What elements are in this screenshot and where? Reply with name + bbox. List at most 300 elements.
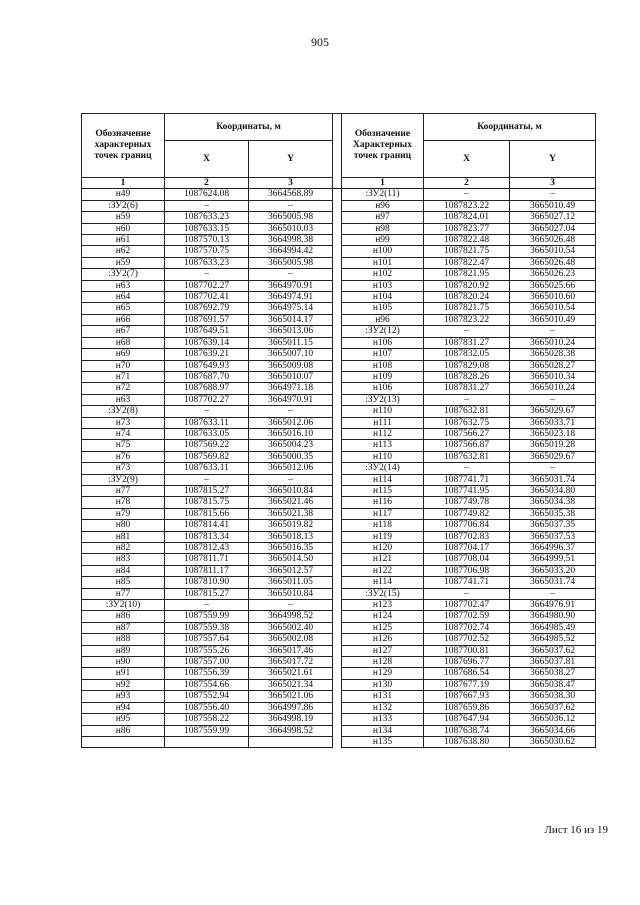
coord-x: 1087647.94 bbox=[424, 714, 510, 725]
coord-x: 1087815.66 bbox=[165, 508, 249, 519]
coord-x: 1087667.93 bbox=[424, 691, 510, 702]
coord-x: 1087624.08 bbox=[165, 189, 249, 200]
point-designation: н135 bbox=[342, 736, 424, 747]
coord-y: 3665030.62 bbox=[510, 736, 596, 747]
point-designation: н102 bbox=[342, 269, 424, 280]
point-designation: н114 bbox=[342, 474, 424, 485]
coord-y: 3665033.71 bbox=[510, 417, 596, 428]
coord-x: 1087649.51 bbox=[165, 326, 249, 337]
point-designation: н99 bbox=[342, 235, 424, 246]
coord-y: 3665013.06 bbox=[249, 326, 333, 337]
coord-y: 3664996.37 bbox=[510, 543, 596, 554]
coord-x: 1087821.75 bbox=[424, 246, 510, 257]
point-designation: н93 bbox=[82, 691, 165, 702]
header-y-right: Y bbox=[510, 141, 596, 178]
point-designation: н133 bbox=[342, 714, 424, 725]
point-designation: н79 bbox=[82, 508, 165, 519]
coord-x: 1087638.74 bbox=[424, 725, 510, 736]
coord-x: 1087821.75 bbox=[424, 303, 510, 314]
table-row bbox=[82, 269, 596, 280]
column-separator bbox=[333, 303, 342, 314]
point-designation: :ЗУ2(7) bbox=[82, 269, 165, 280]
column-separator bbox=[333, 622, 342, 633]
point-designation: :ЗУ2(11) bbox=[342, 189, 424, 200]
coord-y: 3665010.34 bbox=[510, 371, 596, 382]
coord-x: 1087749.78 bbox=[424, 497, 510, 508]
page-number: 905 bbox=[311, 35, 329, 49]
coord-y: 3664985.49 bbox=[510, 622, 596, 633]
table-row bbox=[82, 440, 596, 451]
coord-y: 3665034.38 bbox=[510, 497, 596, 508]
coord-y: 3664998.38 bbox=[249, 235, 333, 246]
table-row bbox=[82, 485, 596, 496]
column-separator bbox=[333, 406, 342, 417]
point-designation: н107 bbox=[342, 349, 424, 360]
coord-x: 1087749.82 bbox=[424, 508, 510, 519]
table-row bbox=[82, 246, 596, 257]
table-row bbox=[82, 725, 596, 736]
coord-y: – bbox=[510, 588, 596, 599]
column-separator bbox=[333, 269, 342, 280]
point-designation: н80 bbox=[82, 520, 165, 531]
coord-y bbox=[249, 736, 333, 747]
point-designation: н63 bbox=[82, 280, 165, 291]
coord-y: 3665010.60 bbox=[510, 292, 596, 303]
table-row bbox=[82, 657, 596, 668]
table-row bbox=[82, 714, 596, 725]
coord-x: 1087823.22 bbox=[424, 200, 510, 211]
coord-x: 1087820.24 bbox=[424, 292, 510, 303]
point-designation: н64 bbox=[82, 292, 165, 303]
table-body bbox=[82, 189, 596, 748]
point-designation: н73 bbox=[82, 463, 165, 474]
table-row bbox=[82, 349, 596, 360]
point-designation: н78 bbox=[82, 497, 165, 508]
coord-y: 3664568.89 bbox=[249, 189, 333, 200]
coord-y: 3665011.05 bbox=[249, 577, 333, 588]
coord-y: 3665033.20 bbox=[510, 565, 596, 576]
coord-x: 1087815.75 bbox=[165, 497, 249, 508]
coord-y: 3664998.52 bbox=[249, 611, 333, 622]
coordinates-table bbox=[81, 113, 596, 748]
coord-y: 3665009.08 bbox=[249, 360, 333, 371]
coord-y: 3665010.84 bbox=[249, 485, 333, 496]
table-row bbox=[82, 668, 596, 679]
table-row bbox=[82, 691, 596, 702]
point-designation: н123 bbox=[342, 600, 424, 611]
coord-x: 1087569.82 bbox=[165, 451, 249, 462]
coord-y: 3665012.06 bbox=[249, 463, 333, 474]
point-designation: н88 bbox=[82, 634, 165, 645]
column-separator bbox=[333, 451, 342, 462]
point-designation: :ЗУ2(8) bbox=[82, 406, 165, 417]
table-row bbox=[82, 371, 596, 382]
coord-y: 3665017.46 bbox=[249, 645, 333, 656]
column-separator bbox=[333, 246, 342, 257]
coord-x: 1087700.81 bbox=[424, 645, 510, 656]
point-designation: н68 bbox=[82, 337, 165, 348]
coord-y: 3664999.51 bbox=[510, 554, 596, 565]
point-designation: н101 bbox=[342, 257, 424, 268]
coord-x: – bbox=[165, 200, 249, 211]
coord-y: 3665011.15 bbox=[249, 337, 333, 348]
column-number: 1 bbox=[82, 178, 165, 189]
column-separator bbox=[333, 657, 342, 668]
coord-x: 1087811.71 bbox=[165, 554, 249, 565]
coord-y: 3664970.91 bbox=[249, 280, 333, 291]
coord-x: 1087813.34 bbox=[165, 531, 249, 542]
column-separator bbox=[333, 520, 342, 531]
coord-y: 3665023.18 bbox=[510, 428, 596, 439]
table-row bbox=[82, 622, 596, 633]
column-separator bbox=[333, 463, 342, 474]
coord-x: 1087556.40 bbox=[165, 702, 249, 713]
point-designation: н82 bbox=[82, 543, 165, 554]
coord-x: 1087702.74 bbox=[424, 622, 510, 633]
column-separator bbox=[333, 292, 342, 303]
point-designation: н124 bbox=[342, 611, 424, 622]
table-row bbox=[82, 463, 596, 474]
coord-x: 1087569.22 bbox=[165, 440, 249, 451]
point-designation: н86 bbox=[82, 725, 165, 736]
coord-y: 3665029.67 bbox=[510, 451, 596, 462]
point-designation: н113 bbox=[342, 440, 424, 451]
coord-x: 1087639.21 bbox=[165, 349, 249, 360]
coord-y: 3665019.82 bbox=[249, 520, 333, 531]
point-designation: н100 bbox=[342, 246, 424, 257]
coord-x: 1087633.05 bbox=[165, 428, 249, 439]
table-row bbox=[82, 394, 596, 405]
table-row bbox=[82, 702, 596, 713]
table-row bbox=[82, 634, 596, 645]
coord-x: 1087708.04 bbox=[424, 554, 510, 565]
point-designation: н60 bbox=[82, 223, 165, 234]
column-separator bbox=[333, 565, 342, 576]
coord-y: 3664998.52 bbox=[249, 725, 333, 736]
column-separator bbox=[333, 428, 342, 439]
point-designation: :ЗУ2(14) bbox=[342, 463, 424, 474]
header-designation-right: Обозначение Характерных точек границ bbox=[342, 114, 424, 178]
coord-x: 1087633.23 bbox=[165, 212, 249, 223]
coord-x: 1087828.26 bbox=[424, 371, 510, 382]
coord-y: 3664970.91 bbox=[249, 394, 333, 405]
coord-x: 1087702.47 bbox=[424, 600, 510, 611]
point-designation: н67 bbox=[82, 326, 165, 337]
point-designation: н120 bbox=[342, 543, 424, 554]
point-designation: :ЗУ2(9) bbox=[82, 474, 165, 485]
point-designation: н116 bbox=[342, 497, 424, 508]
coord-y: 3665021.61 bbox=[249, 668, 333, 679]
column-separator bbox=[333, 588, 342, 599]
coord-y: 3664998.19 bbox=[249, 714, 333, 725]
point-designation: н72 bbox=[82, 383, 165, 394]
coord-x: 1087559.99 bbox=[165, 611, 249, 622]
point-designation: н85 bbox=[82, 577, 165, 588]
point-designation: н114 bbox=[342, 577, 424, 588]
column-separator bbox=[333, 337, 342, 348]
coord-x: 1087702.52 bbox=[424, 634, 510, 645]
coord-y: 3665026.23 bbox=[510, 269, 596, 280]
column-separator bbox=[333, 114, 342, 189]
coord-x: 1087691.57 bbox=[165, 314, 249, 325]
column-separator bbox=[333, 611, 342, 622]
point-designation: н130 bbox=[342, 679, 424, 690]
column-number: 1 bbox=[342, 178, 424, 189]
point-designation: н89 bbox=[82, 645, 165, 656]
coord-x: 1087555.26 bbox=[165, 645, 249, 656]
table-row bbox=[82, 200, 596, 211]
point-designation: н98 bbox=[342, 223, 424, 234]
coord-y: 3665037.35 bbox=[510, 520, 596, 531]
column-separator bbox=[333, 371, 342, 382]
coord-y: 3665036.12 bbox=[510, 714, 596, 725]
coord-x: 1087823.77 bbox=[424, 223, 510, 234]
coord-y: 3665012.06 bbox=[249, 417, 333, 428]
coord-x: – bbox=[424, 588, 510, 599]
point-designation: :ЗУ2(12) bbox=[342, 326, 424, 337]
coord-x: 1087702.27 bbox=[165, 280, 249, 291]
coord-y: 3665010.24 bbox=[510, 383, 596, 394]
coord-y: – bbox=[510, 326, 596, 337]
table-row bbox=[82, 474, 596, 485]
coord-x: 1087632.75 bbox=[424, 417, 510, 428]
coord-y: 3665031.74 bbox=[510, 577, 596, 588]
column-separator bbox=[333, 417, 342, 428]
coord-x: 1087552.94 bbox=[165, 691, 249, 702]
coord-y: 3665037.81 bbox=[510, 657, 596, 668]
table-row bbox=[82, 257, 596, 268]
column-separator bbox=[333, 360, 342, 371]
point-designation: н118 bbox=[342, 520, 424, 531]
table-row bbox=[82, 406, 596, 417]
column-separator bbox=[333, 531, 342, 542]
point-designation: н119 bbox=[342, 531, 424, 542]
coord-x: 1087570.75 bbox=[165, 246, 249, 257]
point-designation: н66 bbox=[82, 314, 165, 325]
coord-x: – bbox=[424, 189, 510, 200]
coord-y: 3665014.50 bbox=[249, 554, 333, 565]
coord-y: 3665038.27 bbox=[510, 668, 596, 679]
point-designation: н59 bbox=[82, 212, 165, 223]
table-row bbox=[82, 520, 596, 531]
coord-x: 1087702.83 bbox=[424, 531, 510, 542]
point-designation: н115 bbox=[342, 485, 424, 496]
coord-x: 1087820.92 bbox=[424, 280, 510, 291]
column-separator bbox=[333, 714, 342, 725]
point-designation: н121 bbox=[342, 554, 424, 565]
point-designation: н49 bbox=[82, 189, 165, 200]
header-x-left: X bbox=[165, 141, 249, 178]
point-designation: н91 bbox=[82, 668, 165, 679]
coord-x: 1087554.66 bbox=[165, 679, 249, 690]
point-designation: н109 bbox=[342, 371, 424, 382]
table-row bbox=[82, 360, 596, 371]
coord-y: – bbox=[510, 394, 596, 405]
coord-x: 1087632.81 bbox=[424, 406, 510, 417]
coord-x: 1087812.43 bbox=[165, 543, 249, 554]
header-coordinates-left: Координаты, м bbox=[165, 114, 333, 141]
coord-x: – bbox=[424, 326, 510, 337]
coord-x: 1087633.11 bbox=[165, 417, 249, 428]
table-row bbox=[82, 326, 596, 337]
point-designation: н95 bbox=[82, 714, 165, 725]
table-row bbox=[82, 189, 596, 200]
coord-y: 3665037.62 bbox=[510, 702, 596, 713]
coord-x: 1087687.70 bbox=[165, 371, 249, 382]
coord-y: 3664975.14 bbox=[249, 303, 333, 314]
table-row bbox=[82, 428, 596, 439]
point-designation: н97 bbox=[342, 212, 424, 223]
coord-x: 1087557.00 bbox=[165, 657, 249, 668]
table-row bbox=[82, 508, 596, 519]
coord-y: 3664994.42 bbox=[249, 246, 333, 257]
coord-x: 1087557.64 bbox=[165, 634, 249, 645]
coord-x: 1087677.19 bbox=[424, 679, 510, 690]
column-separator bbox=[333, 691, 342, 702]
point-designation: н112 bbox=[342, 428, 424, 439]
coord-y: 3665029.67 bbox=[510, 406, 596, 417]
point-designation: н90 bbox=[82, 657, 165, 668]
point-designation: н87 bbox=[82, 622, 165, 633]
column-separator bbox=[333, 440, 342, 451]
coord-y: 3665038.30 bbox=[510, 691, 596, 702]
header-designation-left: Обозначение характерных точек границ bbox=[82, 114, 165, 178]
coord-x: 1087638.80 bbox=[424, 736, 510, 747]
coord-y: 3665035.38 bbox=[510, 508, 596, 519]
column-separator bbox=[333, 679, 342, 690]
coord-y: 3665010.54 bbox=[510, 246, 596, 257]
coord-y: – bbox=[510, 463, 596, 474]
point-designation: н106 bbox=[342, 337, 424, 348]
coord-x: 1087821.95 bbox=[424, 269, 510, 280]
table-row bbox=[82, 543, 596, 554]
column-separator bbox=[333, 314, 342, 325]
coord-x: – bbox=[165, 269, 249, 280]
point-designation: н111 bbox=[342, 417, 424, 428]
coord-y: 3665016.10 bbox=[249, 428, 333, 439]
coord-y: 3665000.35 bbox=[249, 451, 333, 462]
coord-y: 3665002.08 bbox=[249, 634, 333, 645]
point-designation: н127 bbox=[342, 645, 424, 656]
point-designation: н108 bbox=[342, 360, 424, 371]
point-designation: н132 bbox=[342, 702, 424, 713]
coord-x: – bbox=[424, 463, 510, 474]
table-row bbox=[82, 577, 596, 588]
coord-y: 3665012.57 bbox=[249, 565, 333, 576]
coord-y: 3665007.10 bbox=[249, 349, 333, 360]
column-separator bbox=[333, 212, 342, 223]
coord-y: – bbox=[249, 600, 333, 611]
coord-y: 3665037.53 bbox=[510, 531, 596, 542]
point-designation: н94 bbox=[82, 702, 165, 713]
table-row bbox=[82, 280, 596, 291]
coord-x bbox=[165, 736, 249, 747]
coord-y: 3665027.04 bbox=[510, 223, 596, 234]
coord-y: 3665038.47 bbox=[510, 679, 596, 690]
coord-x: 1087831.27 bbox=[424, 337, 510, 348]
coord-x: 1087702.27 bbox=[165, 394, 249, 405]
column-separator bbox=[333, 497, 342, 508]
coord-y: 3665004.23 bbox=[249, 440, 333, 451]
coord-x: 1087810.90 bbox=[165, 577, 249, 588]
coord-y: 3664985.52 bbox=[510, 634, 596, 645]
coord-x: 1087702.59 bbox=[424, 611, 510, 622]
coord-x: 1087815.27 bbox=[165, 588, 249, 599]
coord-y: 3665010.49 bbox=[510, 314, 596, 325]
coord-x: 1087566.87 bbox=[424, 440, 510, 451]
coord-x: 1087566.27 bbox=[424, 428, 510, 439]
coord-x: 1087706.84 bbox=[424, 520, 510, 531]
coord-x: 1087633.15 bbox=[165, 223, 249, 234]
coord-y: 3665014.17 bbox=[249, 314, 333, 325]
point-designation: н74 bbox=[82, 428, 165, 439]
coord-y: 3665019.28 bbox=[510, 440, 596, 451]
point-designation: н84 bbox=[82, 565, 165, 576]
point-designation: н110 bbox=[342, 406, 424, 417]
point-designation: :ЗУ2(15) bbox=[342, 588, 424, 599]
coord-x: 1087633.23 bbox=[165, 257, 249, 268]
coord-y: 3665037.62 bbox=[510, 645, 596, 656]
coord-y: 3665034.80 bbox=[510, 485, 596, 496]
point-designation bbox=[82, 736, 165, 747]
coord-x: 1087688.97 bbox=[165, 383, 249, 394]
column-separator bbox=[333, 543, 342, 554]
table-row bbox=[82, 497, 596, 508]
coord-y: – bbox=[249, 200, 333, 211]
coord-x: 1087556.39 bbox=[165, 668, 249, 679]
coord-y: 3664980.90 bbox=[510, 611, 596, 622]
point-designation: н61 bbox=[82, 235, 165, 246]
coord-x: 1087824.01 bbox=[424, 212, 510, 223]
point-designation: н69 bbox=[82, 349, 165, 360]
point-designation: :ЗУ2(13) bbox=[342, 394, 424, 405]
coord-x: 1087814.41 bbox=[165, 520, 249, 531]
coord-x: 1087704.17 bbox=[424, 543, 510, 554]
column-separator bbox=[333, 394, 342, 405]
column-number: 2 bbox=[165, 178, 249, 189]
coord-x: 1087696.77 bbox=[424, 657, 510, 668]
coord-y: 3665010.49 bbox=[510, 200, 596, 211]
coord-y: – bbox=[510, 189, 596, 200]
table-row bbox=[82, 611, 596, 622]
table-row bbox=[82, 736, 596, 747]
table-row bbox=[82, 383, 596, 394]
column-separator bbox=[333, 474, 342, 485]
coord-y: 3665010.24 bbox=[510, 337, 596, 348]
column-number: 2 bbox=[424, 178, 510, 189]
point-designation: н62 bbox=[82, 246, 165, 257]
point-designation: н106 bbox=[342, 383, 424, 394]
coord-y: 3664971.18 bbox=[249, 383, 333, 394]
coord-x: 1087815.27 bbox=[165, 485, 249, 496]
coord-x: 1087633.11 bbox=[165, 463, 249, 474]
point-designation: н110 bbox=[342, 451, 424, 462]
coord-x: 1087559.38 bbox=[165, 622, 249, 633]
header-y-left: Y bbox=[249, 141, 333, 178]
table-row bbox=[82, 531, 596, 542]
coord-x: 1087822.47 bbox=[424, 257, 510, 268]
point-designation: н104 bbox=[342, 292, 424, 303]
coord-y: – bbox=[249, 269, 333, 280]
coord-x: 1087823.22 bbox=[424, 314, 510, 325]
coord-x: 1087741.71 bbox=[424, 474, 510, 485]
point-designation: н75 bbox=[82, 440, 165, 451]
coord-y: 3664997.86 bbox=[249, 702, 333, 713]
point-designation: н105 bbox=[342, 303, 424, 314]
table-row bbox=[82, 212, 596, 223]
column-number: 3 bbox=[249, 178, 333, 189]
coord-y: 3665010.84 bbox=[249, 588, 333, 599]
